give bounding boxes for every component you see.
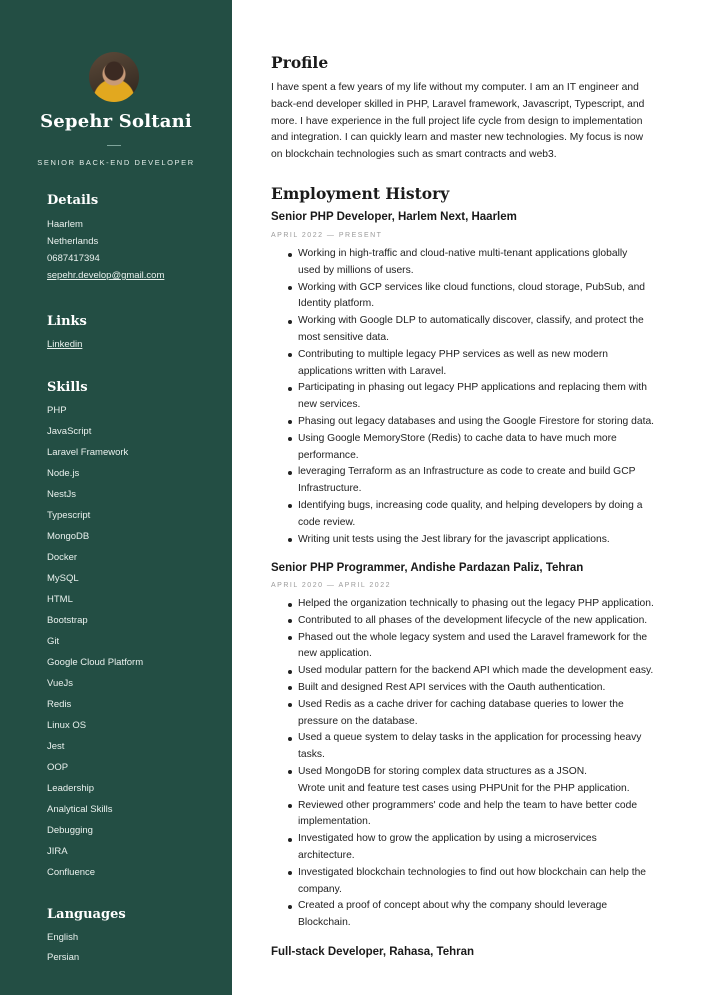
job-bullet: Identifying bugs, increasing code quality, and helping developers by doing a (271, 498, 661, 515)
resume-role: SENIOR BACK-END DEVELOPER (37, 158, 195, 167)
job-bullet: Working with GCP services like cloud functions, cloud storage, PubSub, and (271, 280, 661, 297)
skill-item: Docker (47, 552, 78, 563)
job-bullet-line: applications written with Laravel. (298, 365, 447, 377)
skill-item: Redis (47, 699, 72, 710)
languages-heading: Languages (47, 907, 126, 922)
job-bullet: Participating in phasing out legacy PHP applications and replacing them with (271, 380, 661, 397)
job-bullet-line: most sensitive data. (298, 331, 389, 343)
profile-line: more. I have experience in the full project life cycle from design to implementation (271, 115, 643, 127)
skill-item: Leadership (47, 783, 95, 794)
job-bullet: Writing unit tests using the Jest library for the javascript applications. (271, 532, 661, 549)
skill-item: JavaScript (47, 426, 92, 437)
job-bullets (271, 246, 661, 548)
job-bullet-line: Wrote unit and feature test cases using PHPUnit for the PHP application. (298, 782, 630, 794)
detail-country: Netherlands (47, 236, 99, 247)
job-bullet: Built and designed Rest API services with the Oauth authentication. (271, 680, 661, 697)
skill-item: JIRA (47, 846, 68, 857)
job-bullet: Working with Google DLP to automatically discover, classify, and protect the (271, 313, 661, 330)
name-divider (107, 145, 121, 146)
job-bullet: Created a proof of concept about why the company should leverage (271, 898, 661, 915)
job-dates: APRIL 2020 — APRIL 2022 (271, 582, 391, 589)
skill-item: Typescript (47, 510, 91, 521)
profile-line: back-end developer skilled in PHP, Laravel framework, Javascript, Typescript, and (271, 98, 645, 110)
job-bullet-line: performance. (298, 449, 359, 461)
language-item: Persian (47, 952, 80, 963)
job-bullet: Working in high-traffic and cloud-native multi-tenant applications globally (271, 246, 661, 263)
skill-item: Debugging (47, 825, 93, 836)
skill-item: NestJs (47, 489, 77, 500)
profile-line: I have spent a few years of my life without my computer. I am an IT engineer and (271, 82, 639, 93)
skill-item: MongoDB (47, 531, 90, 542)
job-bullet-line: Identity platform. (298, 298, 375, 310)
profile-line: and integration. I can quickly learn and master new technologies. My focus is now (271, 132, 644, 144)
sidebar (0, 0, 232, 995)
skill-item: PHP (47, 405, 67, 416)
job-bullet: Used Redis as a cache driver for caching database queries to lower the (271, 697, 661, 714)
job-bullet: Investigated how to grow the application by using a microservices (271, 831, 661, 848)
language-item: English (47, 932, 79, 943)
resume-name: Sepehr Soltani (40, 111, 192, 132)
avatar (89, 52, 139, 102)
job-dates: APRIL 2022 — PRESENT (271, 232, 383, 239)
employment-heading: Employment History (271, 184, 450, 203)
job-bullet-line: pressure on the database. (298, 715, 418, 727)
job-bullet-line: new services. (298, 399, 361, 411)
job-bullet: Phased out the whole legacy system and used the Laravel framework for the (271, 630, 661, 647)
skill-item: Git (47, 636, 60, 647)
linkedin-link[interactable]: Linkedin (47, 339, 83, 350)
job-bullet: Used a queue system to delay tasks in the application for processing heavy (271, 730, 661, 747)
skill-item: Bootstrap (47, 615, 88, 626)
job-bullet-line: new application. (298, 648, 372, 660)
links-heading: Links (47, 314, 87, 329)
job-bullet-line: Infrastructure. (298, 483, 362, 495)
job-bullet-line: used by millions of users. (298, 264, 414, 276)
job-bullet: Used modular pattern for the backend API which made the development easy. (271, 663, 661, 680)
detail-city: Haarlem (47, 219, 83, 230)
job-bullet: Contributed to all phases of the development lifecycle of the new application. (271, 613, 661, 630)
skill-item: Node.js (47, 468, 80, 479)
job-bullet-line: Blockchain. (298, 917, 351, 929)
job-bullet: Investigated blockchain technologies to find out how blockchain can help the (271, 865, 661, 882)
skill-item: OOP (47, 762, 69, 773)
skill-item: Google Cloud Platform (47, 657, 144, 668)
profile-text (271, 80, 681, 164)
job-bullet: Using Google MemoryStore (Redis) to cache data to have much more (271, 431, 661, 448)
job-bullet: Helped the organization technically to phasing out the legacy PHP application. (271, 596, 661, 613)
detail-phone: 0687417394 (47, 253, 100, 264)
job-bullets (271, 596, 661, 932)
skill-item: Confluence (47, 867, 96, 878)
job-title: Senior PHP Programmer, Andishe Pardazan Paliz, Tehran (271, 562, 584, 574)
skill-item: Analytical Skills (47, 804, 113, 815)
skill-item: MySQL (47, 573, 79, 584)
skill-item: Laravel Framework (47, 447, 129, 458)
job-bullet: Used MongoDB for storing complex data structures as a JSON. (271, 764, 661, 781)
skill-item: HTML (47, 594, 73, 605)
job-bullet-line: implementation. (298, 816, 371, 828)
profile-line: on blockchain technologies such as smart contracts and web3. (271, 149, 557, 161)
profile-heading: Profile (271, 53, 329, 72)
skills-heading: Skills (47, 380, 88, 395)
job-bullet: Contributing to multiple legacy PHP services as well as new modern (271, 347, 661, 364)
job-bullet-line: company. (298, 883, 342, 895)
job-bullet-line: code review. (298, 516, 356, 528)
job-bullet: leveraging Terraform as an Infrastructure as code to create and build GCP (271, 464, 661, 481)
job-title: Senior PHP Developer, Harlem Next, Haarlem (271, 211, 517, 223)
skill-item: Linux OS (47, 720, 87, 731)
job-bullet: Reviewed other programmers' code and help the team to have better code (271, 798, 661, 815)
skill-item: Jest (47, 741, 65, 752)
detail-email-link[interactable]: sepehr.develop@gmail.com (47, 270, 165, 281)
job-bullet-line: tasks. (298, 749, 325, 761)
skill-item: VueJs (47, 678, 74, 689)
job-title: Full-stack Developer, Rahasa, Tehran (271, 946, 475, 958)
job-bullet: Phasing out legacy databases and using the Google Firestore for storing data. (271, 414, 661, 431)
job-bullet-line: architecture. (298, 849, 355, 861)
details-heading: Details (47, 193, 99, 208)
